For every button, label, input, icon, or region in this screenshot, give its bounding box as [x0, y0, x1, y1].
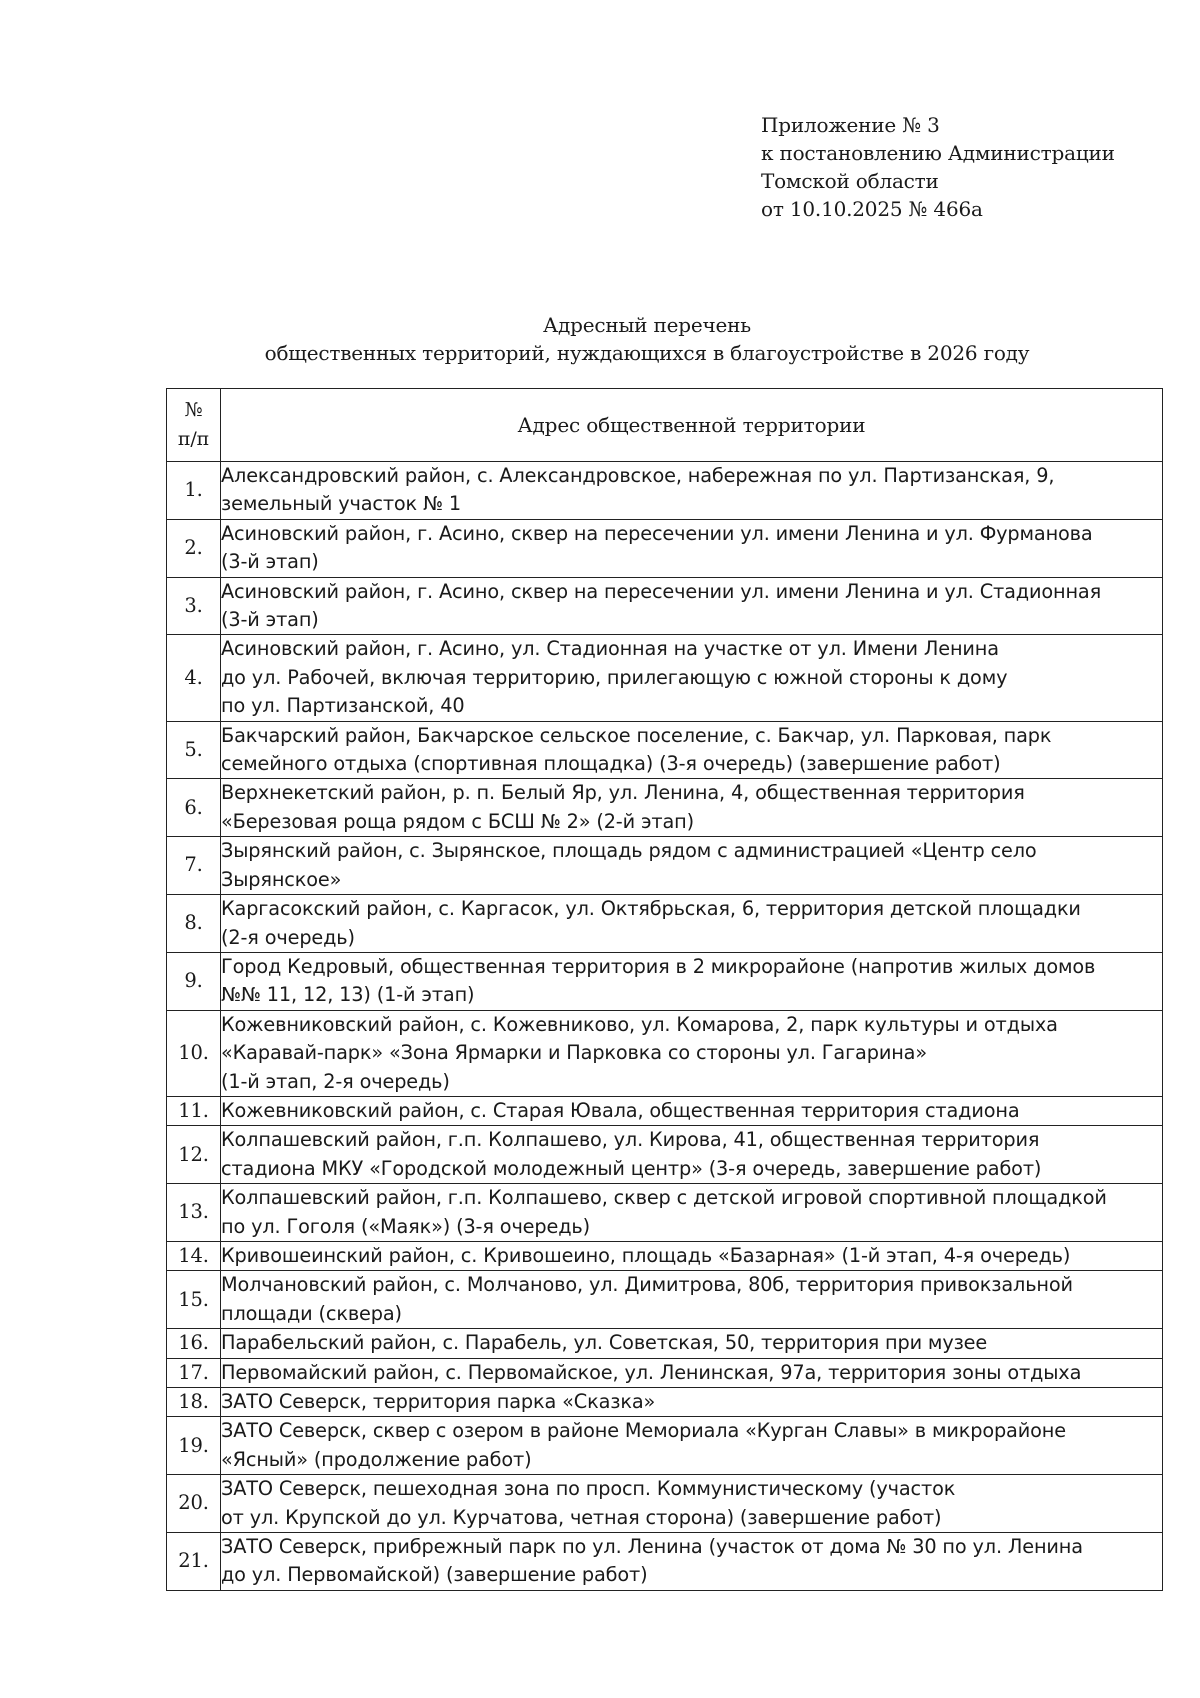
table-row [167, 1358, 1163, 1387]
row-address: Бакчарский район, Бакчарское сельское поселение, с. Бакчар, ул. Парковая, парк семейного отдыха (спортивная площадка) (3-я очередь) (завершение работ) [221, 721, 1163, 779]
row-number: 15. [167, 1271, 221, 1329]
row-address: Верхнекетский район, р. п. Белый Яр, ул. Ленина, 4, общественная территория «Березовая роща рядом с БСШ № 2» (2-й этап) [221, 779, 1163, 837]
row-address: Город Кедровый, общественная территория в 2 микрорайоне (напротив жилых домов №№ 11, 12, 13) (1-й этап) [221, 952, 1163, 1010]
row-address: Зырянский район, с. Зырянское, площадь рядом с администрацией «Центр село Зырянское» [221, 837, 1163, 895]
address-table [166, 388, 1163, 1591]
row-address: ЗАТО Северск, сквер с озером в районе Мемориала «Курган Славы» в микрорайоне «Ясный» (продолжение работ) [221, 1417, 1163, 1475]
row-address: Колпашевский район, г.п. Колпашево, сквер с детской игровой спортивной площадкой по ул. Гоголя («Маяк») (3-я очередь) [221, 1184, 1163, 1242]
row-number: 13. [167, 1184, 221, 1242]
table-row [167, 519, 1163, 577]
table-row [167, 577, 1163, 635]
table-row [167, 1533, 1163, 1591]
table-row [167, 1329, 1163, 1358]
row-address: Александровский район, с. Александровское, набережная по ул. Партизанская, 9, земельный участок № 1 [221, 462, 1163, 520]
row-number: 17. [167, 1358, 221, 1387]
row-number: 14. [167, 1241, 221, 1270]
table-row [167, 1475, 1163, 1533]
row-number: 4. [167, 635, 221, 721]
header-address-cell: Адрес общественной территории [221, 389, 1163, 462]
table-row [167, 895, 1163, 953]
table-row [167, 635, 1163, 721]
appendix-region: Томской области [761, 169, 939, 193]
row-address: Кривошеинский район, с. Кривошеино, площадь «Базарная» (1-й этап, 4-я очередь) [221, 1241, 1163, 1270]
row-number: 12. [167, 1126, 221, 1184]
row-address: Парабельский район, с. Парабель, ул. Советская, 50, территория при музее [221, 1329, 1163, 1358]
table-row [167, 1388, 1163, 1417]
table-row [167, 1271, 1163, 1329]
row-address: Каргасокский район, с. Каргасок, ул. Октябрьская, 6, территория детской площадки (2-я очередь) [221, 895, 1163, 953]
row-number: 19. [167, 1417, 221, 1475]
row-address: Кожевниковский район, с. Кожевниково, ул. Комарова, 2, парк культуры и отдыха «Каравай-парк» «Зона Ярмарки и Парковка со стороны ул. Гагарина» (1-й этап, 2-я очередь) [221, 1010, 1163, 1096]
row-number: 7. [167, 837, 221, 895]
table-row [167, 952, 1163, 1010]
row-number: 9. [167, 952, 221, 1010]
header-number-abbr: п/п [177, 428, 210, 450]
table-row [167, 779, 1163, 837]
row-number: 3. [167, 577, 221, 635]
header-number-cell [167, 389, 221, 462]
row-address: ЗАТО Северск, территория парка «Сказка» [221, 1388, 1163, 1417]
document-title [0, 311, 1200, 367]
row-address: Колпашевский район, г.п. Колпашево, ул. Кирова, 41, общественная территория стадиона МКУ «Городской молодежный центр» (3-я очередь, завершение работ) [221, 1126, 1163, 1184]
row-number: 2. [167, 519, 221, 577]
row-number: 11. [167, 1096, 221, 1125]
table-row [167, 1126, 1163, 1184]
row-address: Асиновский район, г. Асино, ул. Стадионная на участке от ул. Имени Ленина до ул. Рабочей, включая территорию, прилегающую с южной стороны к дому по ул. Партизанской, 40 [221, 635, 1163, 721]
row-number: 6. [167, 779, 221, 837]
table-header-row [167, 389, 1163, 462]
row-number: 18. [167, 1388, 221, 1417]
row-address: ЗАТО Северск, прибрежный парк по ул. Ленина (участок от дома № 30 по ул. Ленина до ул. Первомайской) (завершение работ) [221, 1533, 1163, 1591]
row-address: Первомайский район, с. Первомайское, ул. Ленинская, 97а, территория зоны отдыха [221, 1358, 1163, 1387]
appendix-block [761, 111, 1115, 223]
table-row [167, 1010, 1163, 1096]
title-line-2: общественных территорий, нуждающихся в благоустройстве в 2026 году [264, 341, 1030, 365]
row-number: 10. [167, 1010, 221, 1096]
row-number: 8. [167, 895, 221, 953]
row-address: Молчановский район, с. Молчаново, ул. Димитрова, 80б, территория привокзальной площади (сквера) [221, 1271, 1163, 1329]
row-number: 16. [167, 1329, 221, 1358]
header-number-symbol: № [184, 399, 203, 421]
row-address: Кожевниковский район, с. Старая Ювала, общественная территория стадиона [221, 1096, 1163, 1125]
row-address: Асиновский район, г. Асино, сквер на пересечении ул. имени Ленина и ул. Стадионная (3-й этап) [221, 577, 1163, 635]
table-row [167, 1241, 1163, 1270]
appendix-date-number: от 10.10.2025 № 466а [761, 197, 983, 221]
row-number: 5. [167, 721, 221, 779]
title-line-1: Адресный перечень [543, 313, 751, 337]
table-row [167, 1417, 1163, 1475]
appendix-number: Приложение № 3 [761, 113, 940, 137]
table-row [167, 721, 1163, 779]
table-row [167, 462, 1163, 520]
appendix-resolution-ref: к постановлению Администрации [761, 141, 1115, 165]
table-row [167, 1184, 1163, 1242]
row-number: 20. [167, 1475, 221, 1533]
row-address: ЗАТО Северск, пешеходная зона по просп. Коммунистическому (участок от ул. Крупской до ул. Курчатова, четная сторона) (завершение работ) [221, 1475, 1163, 1533]
table-row [167, 837, 1163, 895]
row-number: 21. [167, 1533, 221, 1591]
table-row [167, 1096, 1163, 1125]
row-address: Асиновский район, г. Асино, сквер на пересечении ул. имени Ленина и ул. Фурманова (3-й этап) [221, 519, 1163, 577]
row-number: 1. [167, 462, 221, 520]
